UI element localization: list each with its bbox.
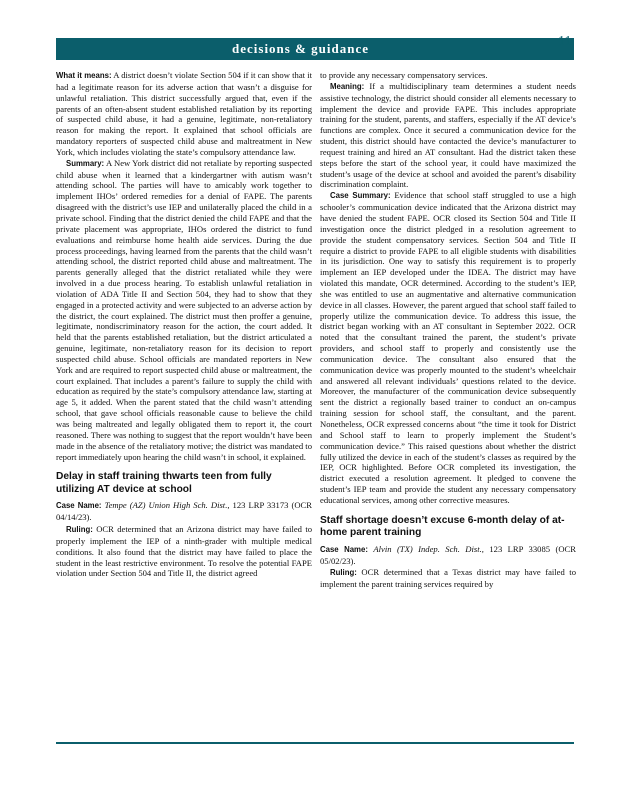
case-name: Tempe (AZ) Union High Sch. Dist. xyxy=(104,500,228,511)
meaning-paragraph xyxy=(320,81,576,190)
article-headline: Staff shortage doesn’t excuse 6-month delay of at-home parent training xyxy=(320,514,565,539)
ruling-label: Ruling: xyxy=(330,568,357,578)
what-it-means-paragraph xyxy=(56,70,312,158)
right-column xyxy=(320,70,576,590)
meaning-label: Meaning: xyxy=(330,81,365,91)
case-summary-paragraph xyxy=(320,190,576,505)
case-name: Alvin (TX) Indep. Sch. Dist. xyxy=(373,543,482,554)
what-it-means-label: What it means: xyxy=(56,71,112,80)
case-name-label: Case Name: xyxy=(320,544,368,554)
ruling-paragraph xyxy=(56,524,312,579)
summary-text: A New York district did not retaliate by reporting suspected child abuse when it learned that a kindergartner with autism wasn’t attending school. The parties will have to amicably work together to implement IHOs’ ordered remedies for a denial of FAPE. The parents disagreed with the district’s use IEP and unilaterally placed the child in a private school. Finding that the district denied the child FAPE and that the private placement was appropriate, IHOs ordered the district to fund evaluations and reimburse home health aide services. During the due process proceedings, having learned from the parents that the child wasn’t attending school, the district reported child abuse and maltreatment. The parents generally alleged that the district retaliated while they were involved in a due process hearing. To establish unlawful retaliation in violation of ADA Title II and Section 504, they had to show that they engaged in a protected activity and were subjected to an adverse action by the district, the court explained. The district must then proffer a genuine, legitimate, nondiscriminatory reason for the action, the court added. It held that the parents established retaliation, but the district articulated a genuine, legitimate, non-retaliatory reason for its decision to report suspected child abuse. School officials are mandated reporters in New York and are required to report suspected child abuse or maltreatment, the court explained. That includes a parent’s failure to supply the child with education as required by the state’s compulsory attendance law, starting at age 5, it added. When the parent stated that the child wasn’t attending school, that gave school officials reasonable cause to believe the child was being maltreated and legally obligated them to report it, the court reasoned. There was nothing to suggest that the report wouldn’t have been made in the absence of the retaliatory motive; the district was mandated to report immediately upon hearing the child wasn’t in school, it explained. xyxy=(56,157,313,462)
ruling-text: OCR determined that a Texas district may have failed to implement the parent training services required by xyxy=(320,567,576,590)
case-name-label: Case Name: xyxy=(56,501,102,511)
ruling-text: OCR determined that an Arizona district may have failed to properly implement the IEP of a ninth-grader with multiple medical conditions. It also found that the district may have failed to place the student in the least restrictive environment. To resolve the potential FAPE violation under Section 504 and Title II, the district agreed xyxy=(56,524,312,579)
page-number: 11 xyxy=(558,34,572,49)
case-reference: , 123 LRP 33085 (OCR 05/02/23). xyxy=(320,543,577,566)
case-summary-text: Evidence that school staff struggled to use a high schooler’s communication device indicated that the Arizona district may have denied the student FAPE. OCR closed its Section 504 and Title II investigation once the district pledged in a resolution agreement to provide the student compensatory services. Section 504 and Title II require a district to provide FAPE to all eligible students with disabilities in its jurisdiction. One way to satisfy this requirement is to properly implement an IEP developed under the IDEA. The district may have violated this mandate, OCR determined. According to the student’s IEP, she was entitled to use an augmentative and alternative communication device in all classes. However, the parent argued that school staff failed to properly utilize the communication device. To address this issue, the district began working with an AT consultant in September 2022. OCR noted that the consultant trained the parent, the student’s private providers, and school staff to properly and consistently use the communication device. The consultant also ensured that the communication device was properly mounted to the student’s wheelchair and answered all relevant individuals’ questions related to the device. Moreover, the manufacturer of the communication device subsequently sent the district a regionally based trainer to conduct an on-campus training session for school staff, the consultant, and the parent. Nonetheless, OCR expressed concerns about “the time it took for District and School staff to learn to properly implement the Student’s communication device.” This raised questions about whether the district fully utilized the device in each of the student’s classes as required by the IEP, OCR highlighted. Before OCR completed its investigation, the district executed a resolution agreement. It pledged to convene the student’s IEP team and provide the student any necessary compensatory educational services, among other corrective measures. xyxy=(320,190,576,505)
continued-paragraph xyxy=(320,70,576,81)
left-column xyxy=(56,70,312,579)
summary-paragraph xyxy=(56,158,312,463)
continued-text: to provide any necessary compensatory services. xyxy=(320,70,488,80)
footer-rule xyxy=(56,742,574,744)
case-summary-label: Case Summary: xyxy=(330,191,391,201)
case-reference: , 123 LRP 33173 (OCR 04/14/23). xyxy=(56,500,312,523)
summary-label: Summary: xyxy=(66,158,105,168)
ruling-paragraph xyxy=(320,567,576,590)
ruling-label: Ruling: xyxy=(66,525,93,535)
meaning-text: If a multidisciplinary team determines a student needs assistive technology, the district should consider all elements necessary to implement the device and provide FAPE. This includes appropriate training for the student, parents, and staffers, especially if the AT device’s functions are complex. Once it secured a communication device for the student, this district should have contacted the device’s manufacturer to request training and hired an AT consultant. Had the district taken these steps before the start of the school year, it could have maximized the student’s usage of the device at school and avoided the parent’s disability discrimination complaint. xyxy=(320,80,577,190)
case-citation xyxy=(56,500,312,523)
section-title: decisions & guidance xyxy=(232,41,370,56)
what-it-means-text: A district doesn’t violate Section 504 if it can show that it had a legitimate reason for its adverse action that wasn’t a disguise for unlawful retaliation. This district successfully argued that, even if the parents of an often-absent student established retaliation by its reporting of suspected child abuse, it had a genuine, legitimate, non-retaliatory reason for making the report. It explained that school officials are mandatory reporters of suspected child abuse and maltreatment in New York, which includes violating the state’s compulsory attendance law. xyxy=(56,70,312,157)
case-citation xyxy=(320,544,576,567)
article-headline: Delay in staff training thwarts teen from fully utilizing AT device at school xyxy=(56,471,272,495)
